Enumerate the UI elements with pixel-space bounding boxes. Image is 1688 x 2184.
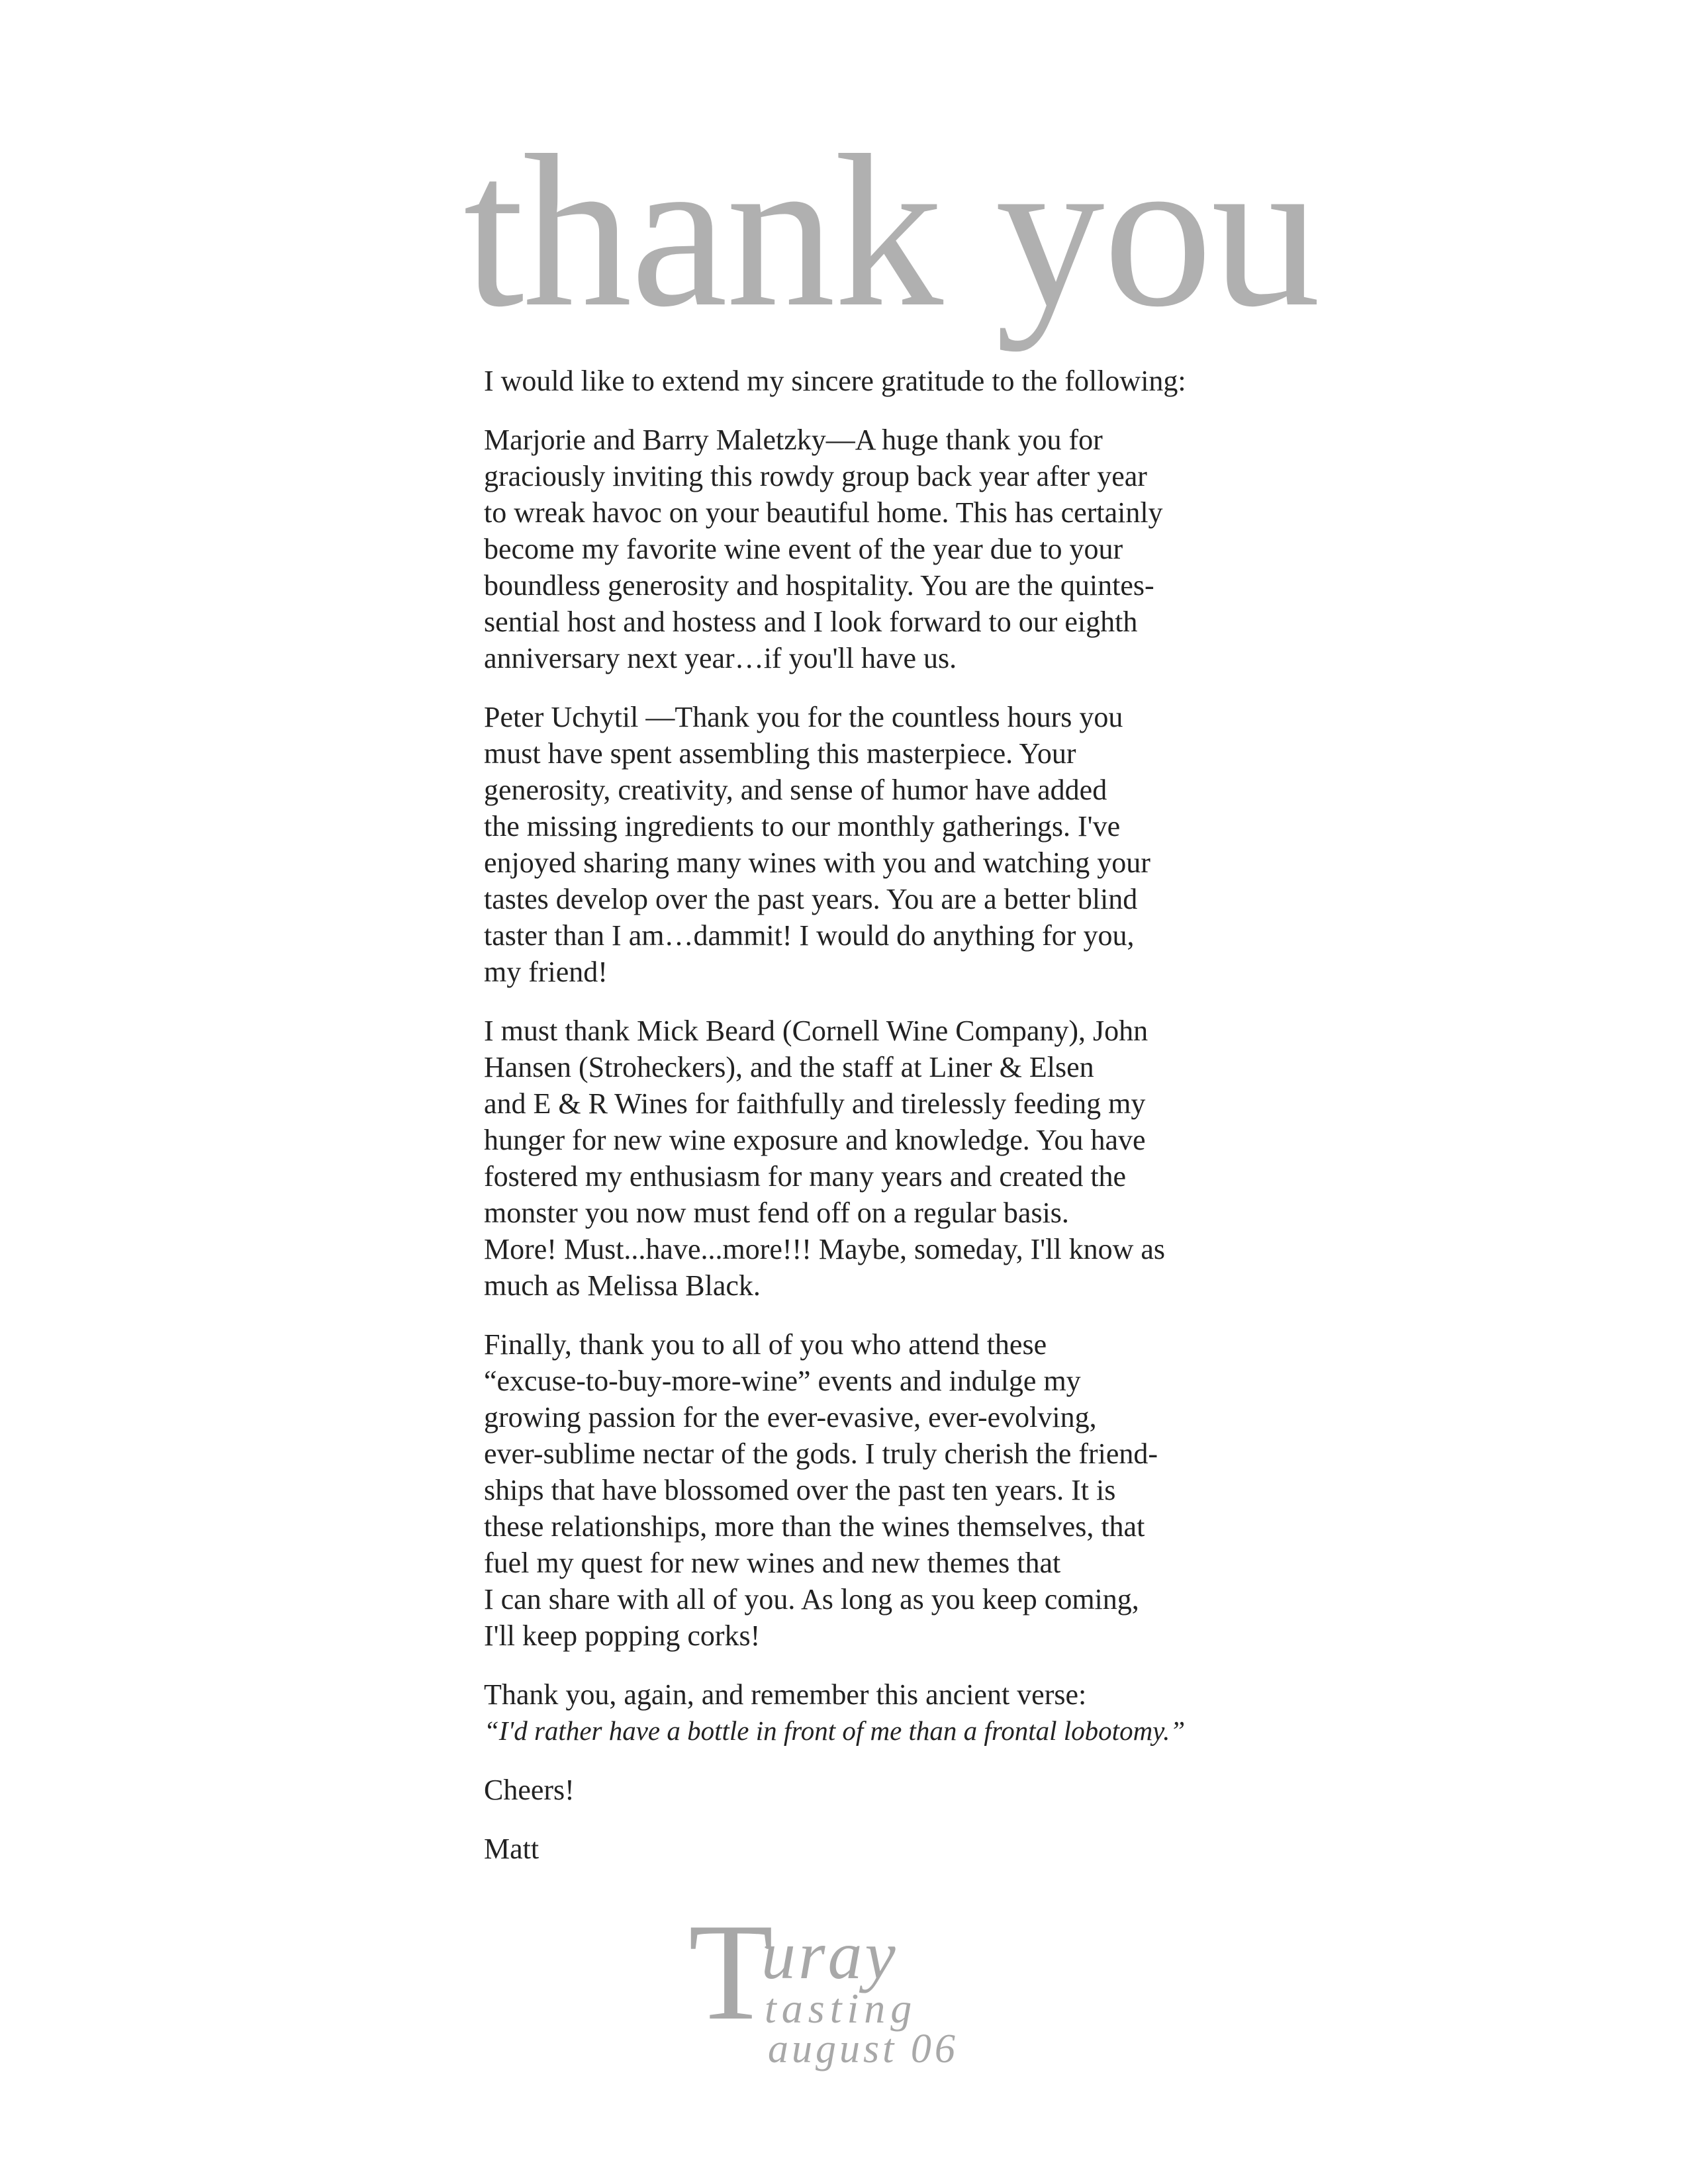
logo-date: august 06 — [768, 2026, 959, 2071]
turay-tasting-logo — [688, 1895, 1000, 2075]
quote: “I'd rather have a bottle in front of me than a frontal lobotomy.” — [484, 1715, 1186, 1746]
paragraph-attendees: Finally, thank you to all of you who attend these “excuse-to-buy-more-wine” events and indulge my growing passion for the ever-evasive, ever-evolving, ever-sublime nectar of the gods. I truly cherish the friend- ships that have blossomed over the past ten years. It is these relationships, more than the wines themselves, that fuel my quest for new wines and new themes that I can share with all of you. As long as you keep coming, I'll keep popping corks! — [484, 1328, 1158, 1652]
closing: Cheers! — [484, 1774, 575, 1806]
letter-body — [484, 363, 1212, 1889]
logo-initial: T — [688, 1895, 774, 2049]
paragraph-wine-shops: I must thank Mick Beard (Cornell Wine Company), John Hansen (Stroheckers), and the staff at Liner & Elsen and E & R Wines for faithfully and tirelessly feeding my hunger for new wine exposure and knowledge. You have fostered my enthusiasm for many years and created the monster you now must fend off on a regular basis. More! Must...have...more!!! Maybe, someday, I'll know as much as Melissa Black. — [484, 1015, 1166, 1302]
logo-name: uray — [761, 1917, 898, 1993]
signature: Matt — [484, 1833, 539, 1865]
paragraph-maletzky: Marjorie and Barry Maletzky—A huge thank you for graciously inviting this rowdy group back year after year to wreak havoc on your beautiful home. This has certainly become my favorite wine event of the year due to your boundless generosity and hospitality. You are the quintes- sential host and hostess and I look forward to our eighth anniversary next year…if you'll have us. — [484, 424, 1163, 674]
page-title: thank you — [463, 111, 1319, 352]
paragraph-uchytil: Peter Uchytil —Thank you for the countless hours you must have spent assembling this masterpiece. Your generosity, creativity, and sense of humor have added the missing ingredients to our monthly gatherings. I've enjoyed sharing many wines with you and watching your tastes develop over the past years. You are a better blind taster than I am…dammit! I would do anything for you, my friend! — [484, 701, 1150, 988]
quote-intro: Thank you, again, and remember this ancient verse: — [484, 1678, 1087, 1711]
intro-paragraph: I would like to extend my sincere gratitude to the following: — [484, 365, 1186, 397]
logo-tasting: tasting — [765, 1985, 917, 2032]
